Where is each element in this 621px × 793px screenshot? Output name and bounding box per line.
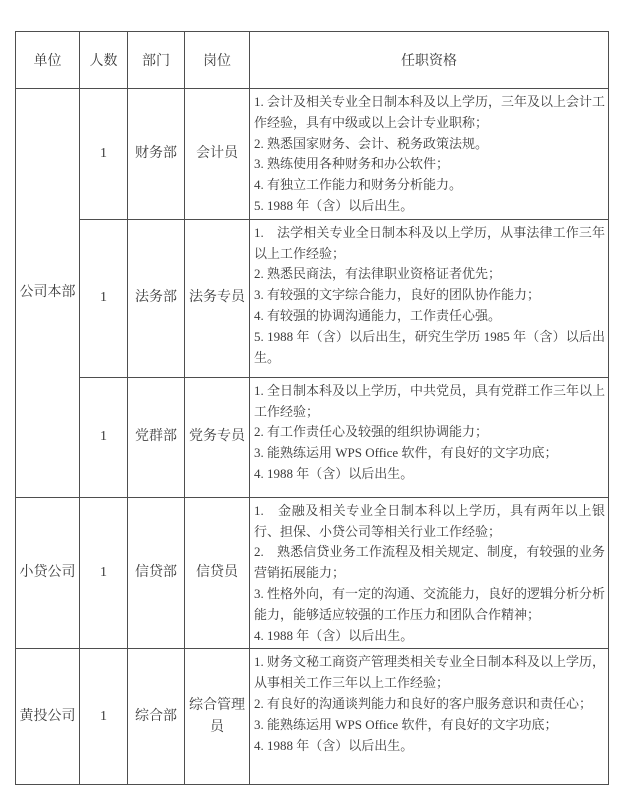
qualifications-cell xyxy=(250,377,609,497)
count-cell: 1 xyxy=(80,219,128,377)
header-unit: 单位 xyxy=(16,32,80,89)
department-cell: 财务部 xyxy=(128,89,185,220)
recruitment-table xyxy=(15,31,609,785)
count-cell: 1 xyxy=(80,89,128,220)
qualification-item: 2. 熟悉国家财务、会计、税务政策法规。 xyxy=(254,135,489,151)
header-department: 部门 xyxy=(128,32,185,89)
qualification-item: 5. 1988 年（含）以后出生，研究生学历 1985 年（含）以后出生。 xyxy=(254,328,605,365)
unit-cell: 公司本部 xyxy=(16,89,80,498)
qualification-item: 3. 有较强的文字综合能力，良好的团队协作能力； xyxy=(254,287,541,303)
qualifications-cell xyxy=(250,649,609,785)
table-row xyxy=(16,219,609,377)
header-count: 人数 xyxy=(80,32,128,89)
position-cell: 法务专员 xyxy=(185,219,250,377)
qualification-item: 2. 熟悉民商法，有法律职业资格证者优先； xyxy=(254,266,502,282)
qualification-item: 1. 法学相关专业全日制本科及以上学历，从事法律工作三年以上工作经验； xyxy=(254,224,605,261)
qualification-item: 4. 1988 年（含）以后出生。 xyxy=(254,465,414,481)
table-row xyxy=(16,497,609,649)
count-cell: 1 xyxy=(80,649,128,785)
position-cell: 党务专员 xyxy=(185,377,250,497)
unit-cell: 黄投公司 xyxy=(16,649,80,785)
header-qualifications: 任职资格 xyxy=(250,32,609,89)
header-row xyxy=(16,32,609,89)
qualification-item: 4. 有较强的协调沟通能力，工作责任心强。 xyxy=(254,307,502,323)
qualification-item: 1. 全日制本科及以上学历，中共党员，具有党群工作三年以上工作经验； xyxy=(254,382,606,419)
count-cell: 1 xyxy=(80,497,128,649)
qualifications-cell xyxy=(250,497,609,649)
department-cell: 综合部 xyxy=(128,649,185,785)
header-position: 岗位 xyxy=(185,32,250,89)
department-cell: 信贷部 xyxy=(128,497,185,649)
qualification-item: 1. 财务文秘工商资产管理类相关专业全日制本科及以上学历，从事相关工作三年以上工作经验； xyxy=(254,654,606,691)
qualification-item: 4. 1988 年（含）以后出生。 xyxy=(254,627,414,643)
qualification-item: 4. 有独立工作能力和财务分析能力。 xyxy=(254,177,463,193)
qualification-item: 3. 能熟练运用 WPS Office 软件，有良好的文字功底； xyxy=(254,716,558,732)
table-row xyxy=(16,649,609,785)
position-cell: 会计员 xyxy=(185,89,250,220)
qualifications-cell xyxy=(250,219,609,377)
table-row xyxy=(16,89,609,220)
qualification-item: 5. 1988 年（含）以后出生。 xyxy=(254,197,414,213)
count-cell: 1 xyxy=(80,377,128,497)
qualification-item: 2. 有工作责任心及较强的组织协调能力； xyxy=(254,424,489,440)
qualification-item: 1. 金融及相关专业全日制本科以上学历，具有两年以上银行、担保、小贷公司等相关行业工作经验； xyxy=(254,502,605,539)
qualification-item: 4. 1988 年（含）以后出生。 xyxy=(254,737,414,753)
qualification-item: 3. 熟练使用各种财务和办公软件； xyxy=(254,156,450,172)
qualification-item: 3. 性格外向，有一定的沟通、交流能力，良好的逻辑分析分析能力，能够适应较强的工作压力和团队合作精神； xyxy=(254,585,606,622)
department-cell: 法务部 xyxy=(128,219,185,377)
table-row xyxy=(16,377,609,497)
position-cell: 综合管理员 xyxy=(185,649,250,785)
qualification-item: 2. 熟悉信贷业务工作流程及相关规定、制度，有较强的业务营销拓展能力； xyxy=(254,544,605,581)
department-cell: 党群部 xyxy=(128,377,185,497)
unit-cell: 小贷公司 xyxy=(16,497,80,649)
qualification-item: 2. 有良好的沟通谈判能力和良好的客户服务意识和责任心； xyxy=(254,695,593,711)
qualification-item: 3. 能熟练运用 WPS Office 软件，有良好的文字功底； xyxy=(254,445,558,461)
qualification-item: 1. 会计及相关专业全日制本科及以上学历，三年及以上会计工作经验，具有中级或以上会计专业职称； xyxy=(254,94,606,130)
position-cell: 信贷员 xyxy=(185,497,250,649)
qualifications-cell xyxy=(250,89,609,220)
